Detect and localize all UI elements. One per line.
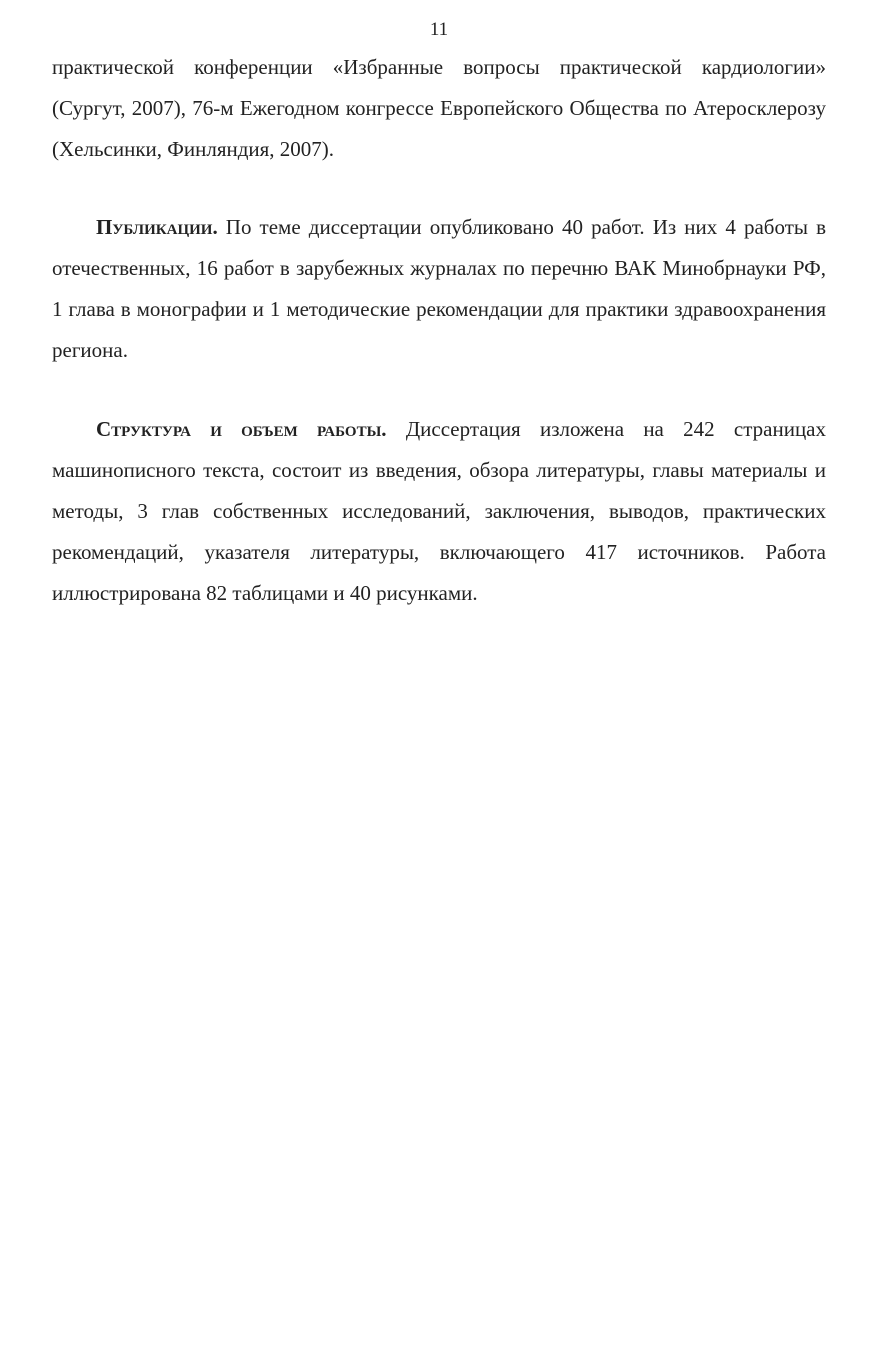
structure-heading: Структура и объем работы. — [96, 417, 387, 441]
paragraph-conference — [52, 47, 826, 170]
paragraph-conference-text: практической конференции «Избранные вопросы практической кардиологии» (Сургут, 2007), 76-м Ежегодном конгрессе Европейского Общества по Атеросклерозу (Хельсинки, Финляндия, 2007). — [52, 55, 826, 161]
paragraph-structure — [52, 409, 826, 614]
paragraph-publications — [52, 207, 826, 371]
page-number: 11 — [429, 19, 449, 40]
publications-text: По теме диссертации опубликовано 40 работ. Из них 4 работы в отечественных, 16 работ в зарубежных журналах по перечню ВАК Минобрнауки РФ, 1 глава в монографии и 1 методические рекомендации для практики здравоохранения региона. — [52, 215, 826, 362]
structure-text: Диссертация изложена на 242 страницах машинописного текста, состоит из введения, обзора литературы, главы материалы и методы, 3 глав собственных исследований, заключения, выводов, практических рекомендаций, указателя литературы, включающего 417 источников. Работа иллюстрирована 82 таблицами и 40 рисунками. — [52, 417, 826, 605]
publications-heading: Публикации. — [96, 215, 218, 239]
